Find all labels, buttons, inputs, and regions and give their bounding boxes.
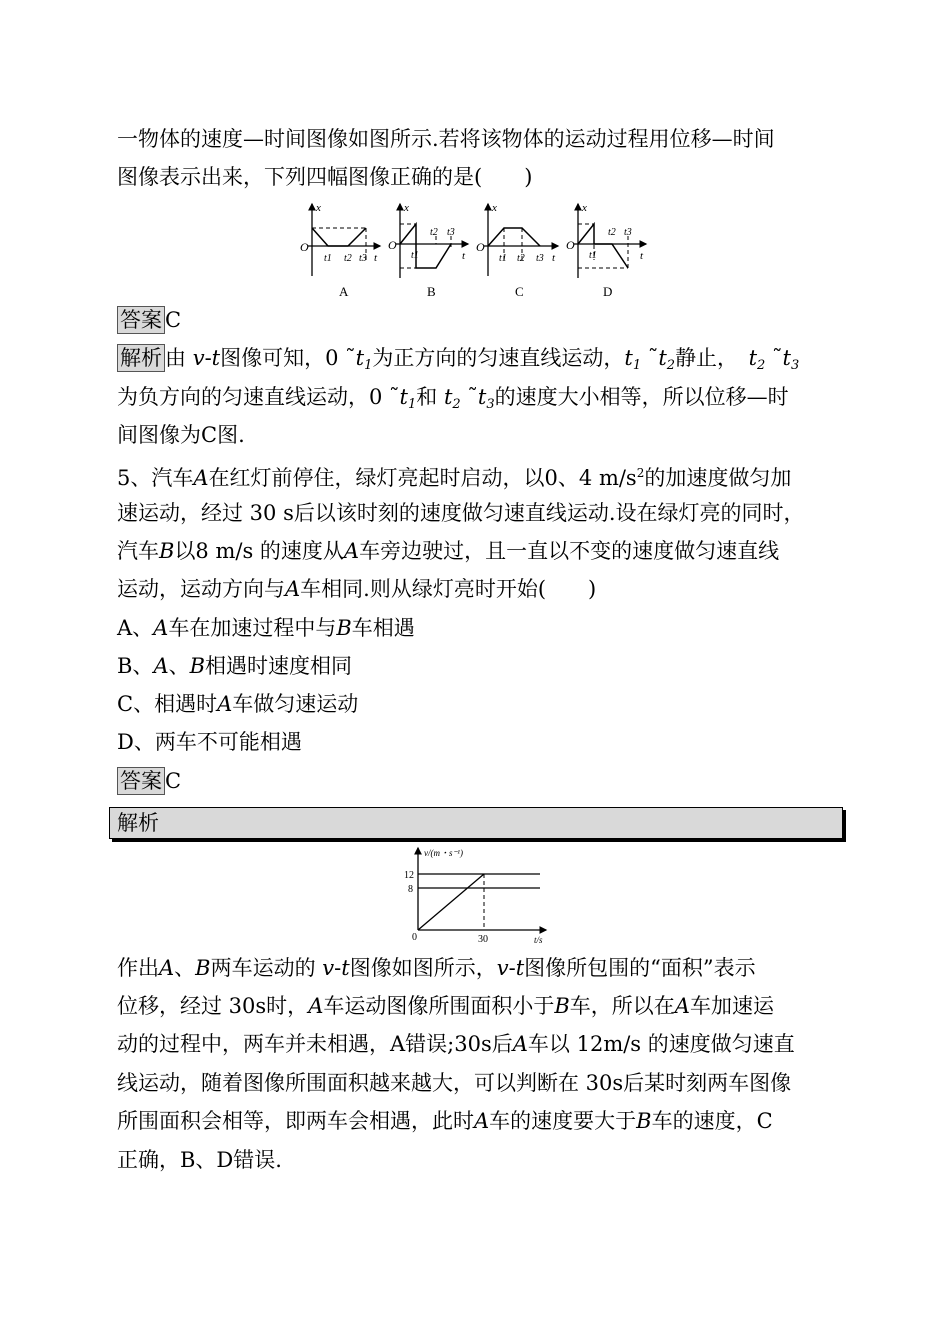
graph-a-origin: O <box>300 240 309 254</box>
t2-symbol: $t_2$ <box>658 346 676 373</box>
car-a: A <box>193 466 209 490</box>
text: A、 <box>117 616 154 640</box>
q4-analysis-line-3: 间图像为C图. <box>117 423 245 447</box>
text: 在红灯前停住，绿灯亮起时启动，以0、4 m/s <box>208 466 637 490</box>
text: C、相遇时 <box>117 692 218 716</box>
text: 车以 12m/s 的速度做匀速直 <box>527 1032 795 1056</box>
vt-tick-30: 30 <box>478 934 488 945</box>
t-symbol: t <box>515 956 525 980</box>
text: 静止， <box>675 346 728 370</box>
q5-answer-value: C <box>165 769 182 793</box>
graph-c-origin: O <box>476 240 485 254</box>
vt-tick-12: 12 <box>404 870 414 881</box>
graph-b <box>388 202 468 299</box>
text: 为负方向的匀速直线运动，0 ˜ <box>117 385 400 409</box>
text: 汽车 <box>117 539 159 563</box>
graph-d-t2: t2 <box>608 227 616 238</box>
graph-a-t1: t1 <box>324 253 332 264</box>
v-symbol: v <box>322 956 335 980</box>
car-b: B <box>336 616 352 640</box>
graph-d-t1: t1 <box>589 250 597 261</box>
q4-line-1: 一物体的速度—时间图像如图所示.若将该物体的运动过程用位移—时间 <box>117 127 775 151</box>
text: 以8 m/s 的速度从 <box>174 539 344 563</box>
text: - <box>334 956 342 980</box>
q5-analysis-line-3 <box>117 1029 795 1059</box>
text: 作出 <box>117 956 159 980</box>
superscript: 2 <box>636 466 645 480</box>
q5-line-1 <box>117 458 791 493</box>
car-a: A <box>159 956 175 980</box>
answer-tag: 答案 <box>117 767 165 795</box>
car-a: A <box>474 1109 490 1133</box>
t1-symbol: $t_1$ <box>399 385 417 412</box>
text: 5、汽车 <box>117 466 194 490</box>
analysis-header-bar <box>109 807 843 839</box>
t-symbol: t <box>211 346 221 370</box>
analysis-header-label: 解析 <box>117 811 159 835</box>
q4-answer-line <box>117 305 181 335</box>
graph-d-x-label: x <box>582 202 587 214</box>
t1-symbol: $t_1$ <box>355 346 373 373</box>
car-a: A <box>285 577 301 601</box>
analysis-tag: 解析 <box>117 344 165 372</box>
vt-y-label: v/(m・s⁻¹) <box>424 848 463 858</box>
text: 运动，运动方向与 <box>117 577 285 601</box>
text: 车旁边驶过，且一直以不变的速度做匀速直线 <box>359 539 780 563</box>
graph-a <box>300 202 380 299</box>
car-a: A <box>153 654 169 678</box>
graph-c-t2: t2 <box>517 253 525 264</box>
graph-a-t-label: t <box>374 252 378 264</box>
text: 位移，经过 30s时， <box>117 994 309 1018</box>
q5-option-c <box>117 689 358 719</box>
text: 车加速运 <box>689 994 774 1018</box>
t2-symbol: $t_2$ <box>443 385 461 412</box>
q4-line-2: 图像表示出来，下列四幅图像正确的是( ) <box>117 165 533 189</box>
text: 车运动图像所围面积小于 <box>323 994 555 1018</box>
text: 图像所包围的“面积”表示 <box>524 956 756 980</box>
answer-tag: 答案 <box>117 306 165 334</box>
text: 车相遇 <box>351 616 415 640</box>
text: 车做匀速运动 <box>232 692 359 716</box>
graph-b-label: B <box>427 284 436 299</box>
graph-d-t3: t3 <box>624 227 632 238</box>
car-a: A <box>512 1032 528 1056</box>
q5-option-d: D、两车不可能相遇 <box>117 730 302 754</box>
car-b: B <box>195 956 211 980</box>
graph-d-label: D <box>603 284 613 299</box>
text: 车在加速过程中与 <box>168 616 337 640</box>
graph-c-x-label: x <box>492 202 497 214</box>
graph-d-t-label: t <box>640 250 644 262</box>
text: 车的速度要大于 <box>489 1109 637 1133</box>
car-b: B <box>554 994 570 1018</box>
t2-symbol: $t_2$ <box>748 346 766 373</box>
text: 为正方向的匀速直线运动， <box>372 346 625 370</box>
graph-c <box>476 202 558 299</box>
q5-analysis-line-6: 正确，B、D错误. <box>117 1148 282 1172</box>
graph-b-t2: t2 <box>430 227 438 238</box>
text: 车相同.则从绿灯亮时开始( ) <box>300 577 597 601</box>
graph-c-label: C <box>515 284 524 299</box>
text: 图像如图所示， <box>349 956 497 980</box>
vt-tick-8: 8 <box>408 884 413 895</box>
q4-analysis-line-2: 为负方向的匀速直线运动，0 $˜t_1$和 $t_2$ $˜t_3$的速度大小相等，所以位移—时 <box>117 385 789 412</box>
text: 车的速度，C <box>651 1109 773 1133</box>
car-a: A <box>308 994 324 1018</box>
car-a: A <box>674 994 690 1018</box>
text: B、 <box>117 654 154 678</box>
text: 和 <box>416 385 444 409</box>
q5-option-a <box>117 613 415 643</box>
vt-origin: 0 <box>412 932 417 943</box>
q5-line-3 <box>117 536 779 566</box>
t1-symbol: $t_1$ <box>624 346 642 373</box>
q5-option-b <box>117 651 352 681</box>
text: 所围面积会相等，即两车会相遇，此时 <box>117 1109 474 1133</box>
text: 、 <box>174 956 196 980</box>
graph-b-t1: t1 <box>411 250 419 261</box>
car-b: B <box>159 539 175 563</box>
q4-analysis-line-1: 解析 由 v-t图像可知，0 $˜t_1$为正方向的匀速直线运动，$t_1$ $˜t_2$静止， $t_2$ $˜t_3$ <box>117 343 799 381</box>
text: 动的过程中，两车并未相遇，A错误;30s后 <box>117 1032 513 1056</box>
graph-c-t1: t1 <box>499 253 507 264</box>
text: 车，所以在 <box>569 994 675 1018</box>
t-symbol: t <box>341 956 350 980</box>
text: 由 <box>165 346 193 370</box>
t3-symbol: $t_3$ <box>782 346 800 373</box>
vt-graph <box>400 842 560 948</box>
car-a: A <box>217 692 233 716</box>
q5-analysis-line-1 <box>117 953 756 983</box>
text: 相遇时速度相同 <box>205 654 353 678</box>
car-a: A <box>343 539 360 563</box>
graph-b-origin: O <box>388 238 397 252</box>
graph-c-t3: t3 <box>536 253 544 264</box>
text: - <box>204 346 212 370</box>
car-b: B <box>189 654 206 678</box>
graph-a-t3: t3 <box>359 253 367 264</box>
text: 的加速度做匀加 <box>644 466 792 490</box>
graph-a-x-label: x <box>316 202 321 214</box>
v-symbol: v <box>192 346 205 370</box>
text: 两车运动的 <box>210 956 323 980</box>
car-a: A <box>153 616 169 640</box>
graph-d <box>566 202 646 299</box>
text: 、 <box>168 654 190 678</box>
q5-analysis-line-5 <box>117 1106 773 1136</box>
q5-line-4 <box>117 574 596 604</box>
car-b: B <box>636 1109 652 1133</box>
text: 的速度大小相等，所以位移—时 <box>494 385 789 409</box>
graph-a-t2: t2 <box>344 253 352 264</box>
q4-answer-value: C <box>165 308 182 332</box>
q5-answer-line <box>117 766 181 796</box>
graph-a-label: A <box>339 284 349 299</box>
text: - <box>508 956 516 980</box>
q5-analysis-line-4: 线运动，随着图像所围面积越来越大，可以判断在 30s后某时刻两车图像 <box>117 1071 792 1095</box>
q4-graphs <box>296 198 656 302</box>
q5-analysis-line-2 <box>117 991 774 1021</box>
t3-symbol: $t_3$ <box>477 385 495 412</box>
graph-b-x-label: x <box>404 202 409 214</box>
vt-x-label: t/s <box>534 935 543 945</box>
graph-b-t3: t3 <box>447 227 455 238</box>
graph-d-origin: O <box>566 238 575 252</box>
graph-c-t-label: t <box>552 252 556 264</box>
text: 图像可知，0 ˜ <box>220 346 356 370</box>
v-symbol: v <box>496 956 509 980</box>
graph-b-t-label: t <box>462 250 466 262</box>
q5-line-2: 速运动，经过 30 s后以该时刻的速度做匀速直线运动.设在绿灯亮的同时， <box>117 501 805 525</box>
